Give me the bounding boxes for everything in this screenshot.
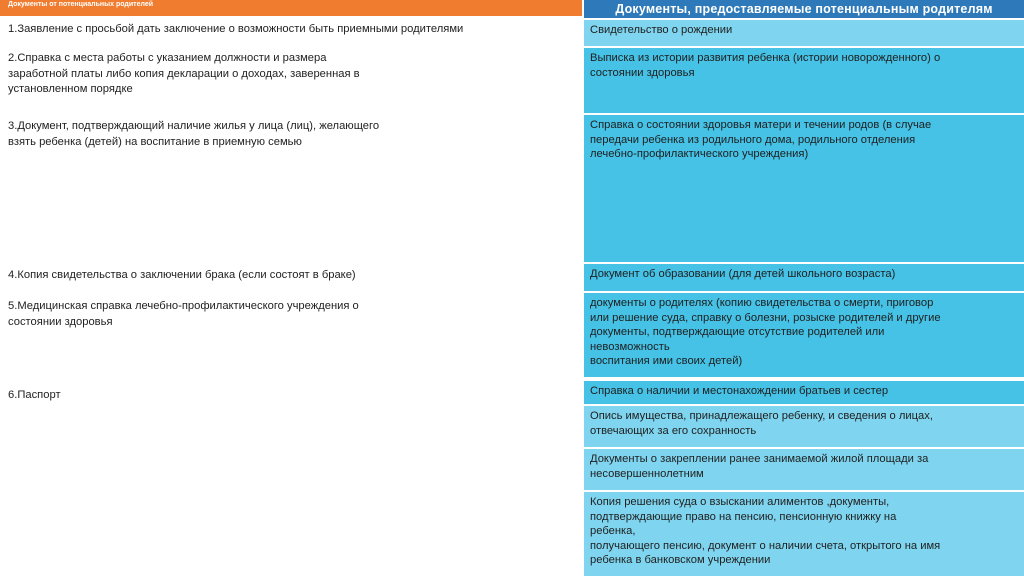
left-item-2: 2.Справка с места работы с указанием должности и размера заработной платы либо копия декларации о доходах, заверенная в установленном порядке [8,52,360,95]
right-cell-8: Документы о закреплении ранее занимаемой жилой площади за несовершеннолетним [584,449,1024,490]
left-item-4: 4.Копия свидетельства о заключении брака (если состоят в браке) [8,269,356,281]
right-cell-5: документы о родителях (копию свидетельства о смерти, приговор или решение суда, справку о болезни, розыске родителей и другие документы, подтверждающие отсутствие родителей или невозможность воспитания ими своих детей) [584,293,1024,377]
right-cell-3: Справка о состоянии здоровья матери и течении родов (в случае передачи ребенка из родильного дома, родильного отделения лечебно-профилактического учреждения) [584,115,1024,262]
right-column-header: Документы, предоставляемые потенциальным родителям [584,0,1024,18]
right-cell-2: Выписка из истории развития ребенка (истории новорожденного) о состоянии здоровья [584,48,1024,113]
left-column-header: Документы от потенциальных родителей [0,0,582,16]
right-cell-1: Свидетельство о рождении [584,20,1024,46]
left-item-5: 5.Медицинская справка лечебно-профилактического учреждения о состоянии здоровья [8,300,359,328]
right-cell-4: Документ об образовании (для детей школьного возраста) [584,264,1024,291]
left-item-3: 3.Документ, подтверждающий наличие жилья у лица (лиц), желающего взять ребенка (детей) на воспитание в приемную семью [8,120,380,148]
right-cell-9: Копия решения суда о взыскании алиментов ,документы, подтверждающие право на пенсию, пенсионную книжку на ребенка, получающего пенсию, документ о наличии счета, открытого на имя ребенка в банковском учреждении [584,492,1024,576]
right-cell-7: Опись имущества, принадлежащего ребенку, и сведения о лицах, отвечающих за его сохранность [584,406,1024,447]
left-item-6: 6.Паспорт [8,389,61,401]
right-cell-6: Справка о наличии и местонахождении братьев и сестер [584,381,1024,404]
left-item-1: 1.Заявление с просьбой дать заключение о возможности быть приемными родителями [8,23,464,35]
right-column [584,0,1024,576]
